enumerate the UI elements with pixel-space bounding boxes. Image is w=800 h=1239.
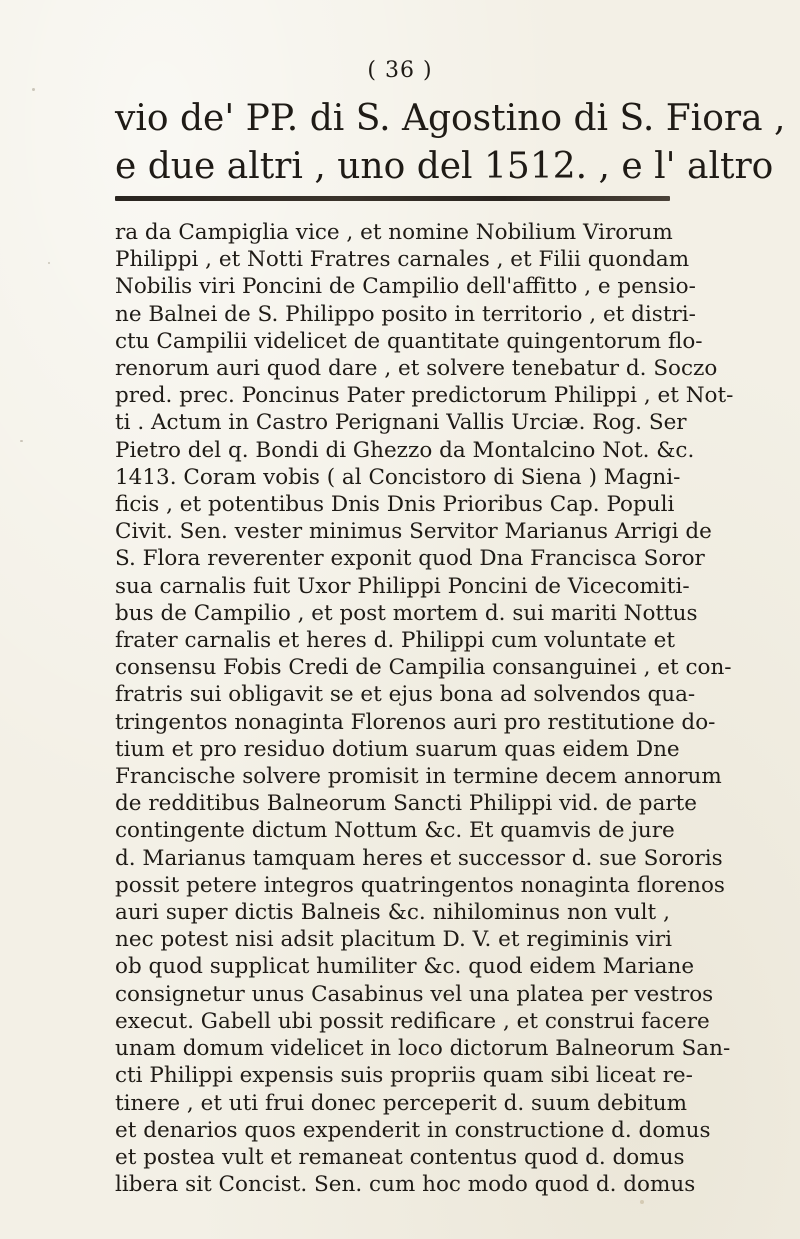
text-line: bus de Campilio , et post mortem d. sui mariti Nottus: [115, 600, 698, 626]
text-line: tringentos nonaginta Florenos auri pro restitutione do-: [115, 709, 716, 735]
text-line: renorum auri quod dare , et solvere tenebatur d. Soczo: [115, 356, 718, 382]
text-line: ne Balnei de S. Philippo posito in territorio , et distri-: [115, 301, 696, 327]
text-line: S. Flora reverenter exponit quod Dna Francisca Soror: [115, 546, 705, 572]
text-line: d. Marianus tamquam heres et successor d. sue Sororis: [115, 845, 723, 871]
text-line: unam domum videlicet in loco dictorum Balneorum San-: [115, 1036, 731, 1062]
text-line: ra da Campiglia vice , et nomine Nobilium Virorum: [115, 220, 673, 245]
text-line: sua carnalis fuit Uxor Philippi Poncini de Vicecomiti-: [115, 573, 690, 599]
text-line: fratris sui obligavit se et ejus bona ad solvendos qua-: [115, 682, 696, 708]
text-line: auri super dictis Balneis &c. nihilominus non vult ,: [115, 900, 670, 926]
text-line: Nobilis viri Poncini de Campilio dell'affitto , e pensio-: [115, 274, 696, 300]
text-line: consignetur unus Casabinus vel una platea per vestros: [115, 981, 714, 1007]
header-line: vio de' PP. di S. Agostino di S. Fiora ,: [115, 98, 786, 139]
header-rule: [115, 196, 670, 201]
paper-speck: [32, 88, 35, 91]
body-text: [115, 219, 734, 1198]
text-line: frater carnalis et heres d. Philippi cum voluntate et: [115, 628, 675, 654]
text-line: libera sit Concist. Sen. cum hoc modo quod d. domus: [115, 1172, 696, 1198]
paper-speck: [48, 262, 50, 264]
text-line: ti . Actum in Castro Perignani Vallis Urciæ. Rog. Ser: [115, 410, 687, 436]
text-line: execut. Gabell ubi possit redificare , et construi facere: [115, 1008, 710, 1034]
header-line: e due altri , uno del 1512. , e l' altro: [115, 146, 774, 187]
text-line: ctu Campilii videlicet de quantitate quingentorum flo-: [115, 328, 703, 354]
text-line: de redditibus Balneorum Sancti Philippi vid. de parte: [115, 791, 698, 817]
paper-speck: [20, 440, 23, 442]
text-line: et denarios quos expenderit in constructione d. domus: [115, 1117, 711, 1143]
text-line: contingente dictum Nottum &c. Et quamvis de jure: [115, 818, 675, 844]
text-line: consensu Fobis Credi de Campilia consanguinei , et con-: [115, 655, 732, 681]
page-header: [115, 95, 786, 191]
page-number: ( 36 ): [367, 58, 433, 83]
text-line: ob quod supplicat humiliter &c. quod eidem Mariane: [115, 954, 695, 980]
text-line: tium et pro residuo dotium suarum quas eidem Dne: [115, 736, 680, 762]
text-line: pred. prec. Poncinus Pater predictorum Philippi , et Not-: [115, 383, 734, 409]
text-line: ficis , et potentibus Dnis Dnis Prioribus Cap. Populi: [115, 492, 675, 518]
text-line: et postea vult et remaneat contentus quod d. domus: [115, 1144, 685, 1170]
text-line: tinere , et uti frui donec perceperit d. suum debitum: [115, 1090, 687, 1116]
text-line: cti Philippi expensis suis propriis quam sibi liceat re-: [115, 1063, 693, 1089]
text-line: Francische solvere promisit in termine decem annorum: [115, 764, 722, 790]
text-line: nec potest nisi adsit placitum D. V. et regiminis viri: [115, 927, 672, 953]
paper-speck: [640, 1200, 644, 1204]
text-line: Pietro del q. Bondi di Ghezzo da Montalcino Not. &c.: [115, 437, 695, 463]
text-line: Civit. Sen. vester minimus Servitor Marianus Arrigi de: [115, 519, 712, 545]
text-line: possit petere integros quatringentos nonaginta florenos: [115, 872, 725, 898]
text-line: Philippi , et Notti Fratres carnales , et Filii quondam: [115, 247, 690, 273]
text-line: 1413. Coram vobis ( al Concistoro di Siena ) Magni-: [115, 464, 681, 490]
